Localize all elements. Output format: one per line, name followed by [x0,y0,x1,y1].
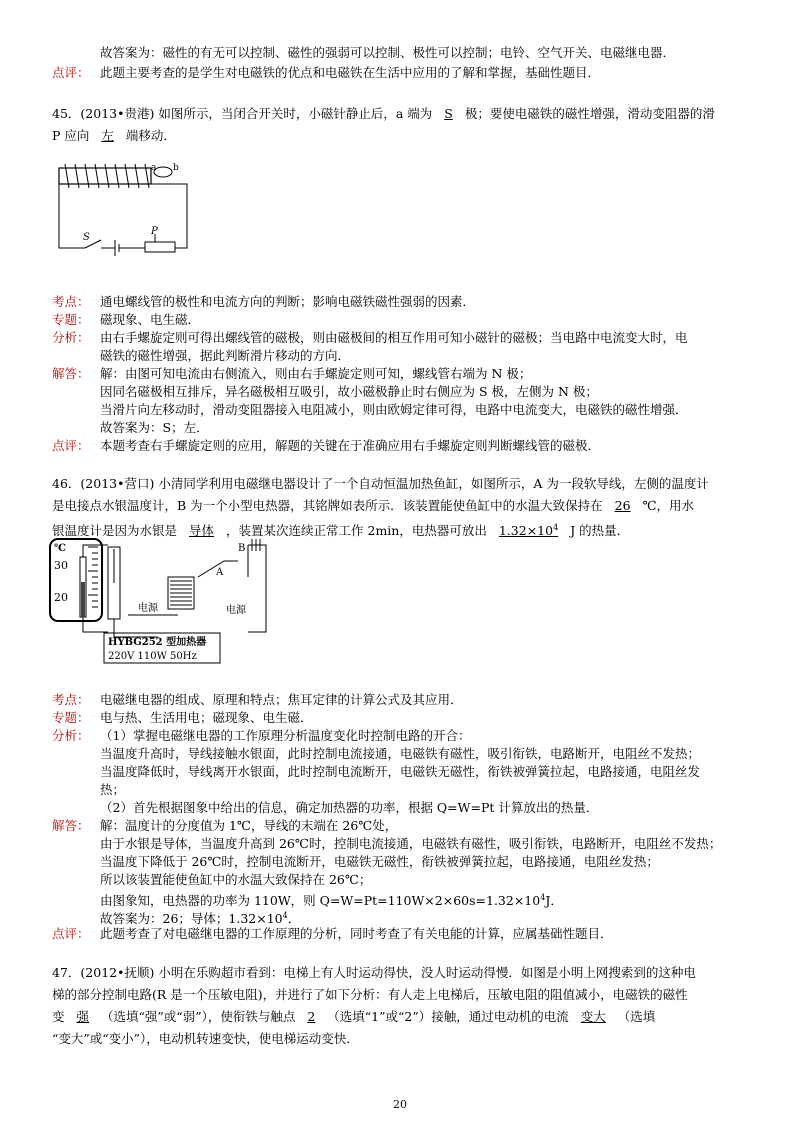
svg-text:P: P [151,226,158,237]
q45-zhuanti: 专题： 磁现象、电生磁． [52,312,201,327]
q46-jieda-4: 所以该装置能使鱼缸中的水温大致保持在 26℃； [100,872,372,887]
q45-jieda-3: 当滑片向左移动时，滑动变阻器接入电阻减小，则由欧姆定律可得，电路中电流变大，电磁铁的磁性增强． [100,402,688,417]
q46-jieda-3: 当温度下降低于 26℃时，控制电流断开，电磁铁无磁性，衔铁被弹簧拉起，电路接通，电阻丝发热； [100,854,659,869]
q47-line3: 变 强 （选填“强”或“弱”），使衔铁与触点 2 （选填“1”或“2”）接触，通过电动机的电流 变大 （选填 [52,1009,656,1024]
q46-fenxi-1: 分析： （1）掌握电磁继电器的工作原理分析温度变化时控制电路的开合： [52,728,471,743]
q46-jieda-1: 解答： 解：温度计的分度值为 1℃，导线的末端在 26℃处， [52,818,398,833]
q45-fenxi-1: 分析： 由右手螺旋定则可得出螺线管的磁极，则由磁极间的相互作用可知小磁针的磁极；当电路中电流变大时，电 [52,330,688,345]
q47-line1: 47．(2012•抚顺) 小明在乐购超市看到：电梯上有人时运动得快，没人时运动得慢．如图是小明上网搜索到的这种电 [52,965,696,980]
svg-text:A: A [216,567,224,578]
q45-jieda-4: 故答案为：S；左． [100,420,209,435]
svg-text:电源: 电源 [138,603,158,614]
q45-kaodian: 考点： 通电螺线管的极性和电流方向的判断；影响电磁铁磁性强弱的因素． [52,294,476,309]
q46-jieda-6: 故答案为：26；导体；$1.32\times 10^4$． [100,911,301,927]
svg-text:HYBG252 型加热器: HYBG252 型加热器 [108,637,207,648]
svg-text:B: B [238,543,246,554]
q45-circuit-figure [55,152,195,262]
q45-jieda-2: 因同名磁极相互排斥，异名磁极相互吸引，故小磁极静止时右侧应为 S 极，左侧为 N 极； [100,384,598,399]
q46-fenxi-2: 当温度升高时，导线接触水银面，此时控制电流接通，电磁铁有磁性，吸引衔铁，电路断开，电阻丝不发热； [100,746,701,761]
q47-line4: “变大”或“变小”），电动机转速变快，使电梯运动变快． [52,1031,359,1046]
page-number: 20 [393,1098,407,1111]
svg-text:℃: ℃ [54,543,66,554]
q45-line1: 45．(2013•贵港) 如图所示，当闭合开关时，小磁针静止后，a 端为 S 极；要使电磁铁的磁性增强，滑动变阻器的滑 [52,106,715,121]
svg-text:电源: 电源 [226,605,246,616]
answer-line: 故答案为：磁性的有无可以控制、磁性的强弱可以控制、极性可以控制；电铃、空气开关、电磁继电器． [100,45,676,60]
q46-dianping: 点评： 此题考查了对电磁继电器的工作原理的分析，同时考查了有关电能的计算，应属基础性题目． [52,926,613,941]
q46-fenxi-5: （2）首先根据图象中给出的信息，确定加热器的功率，根据 Q=W=Pt 计算放出的热量． [100,800,599,815]
q46-fenxi-4: 热； [100,782,126,797]
svg-text:b: b [173,163,179,173]
q46-zhuanti: 专题： 电与热、生活用电；磁现象、电生磁． [52,710,313,725]
svg-text:S: S [83,232,90,243]
q46-fenxi-3: 当温度降低时，导线离开水银面，此时控制电流断开，电磁铁无磁性，衔铁被弹簧拉起，电路接通，电阻丝发 [100,764,701,779]
q46-line3: 银温度计是因为水银是 导体 ，装置某次连续正常工作 2min，电热器可放出 $1.32\times 10^4$ J 的热量． [52,523,630,539]
q47-line2: 梯的部分控制电路(R 是一个压敏电阻)，并进行了如下分析：有人走上电梯后，压敏电阻的阻值减小，电磁铁的磁性 [52,987,688,1002]
q45-dianping: 点评： 本题考查右手螺旋定则的应用，解题的关键在于准确应用右手螺旋定则判断螺线管的磁极． [52,438,601,453]
comment-line: 点评： 此题主要考查的是学生对电磁铁的优点和电磁铁在生活中应用的了解和掌握，基础性题目． [52,65,601,80]
q45-jieda-1: 解答： 解：由图可知电流由右侧流入，则由右手螺旋定则可知，螺线管右端为 N 极； [52,366,532,381]
q46-line2: 是电接点水银温度计，B 为一个小型电热器，其铭牌如表所示．该装置能使鱼缸中的水温大致保持在 26 ℃，用水 [52,498,695,513]
q45-fenxi-2: 磁铁的磁性增强，据此判断滑片移动的方向． [100,348,351,363]
q45-line2: P 应向 左 端移动． [52,128,176,143]
q46-line1: 46．(2013•营口) 小清同学利用电磁继电器设计了一个自动恒温加热鱼缸，如图所示，A 为一段软导线，左侧的温度计 [52,476,709,491]
svg-text:20: 20 [54,591,68,604]
svg-text:220V 110W 50Hz: 220V 110W 50Hz [108,651,197,662]
q46-jieda-2: 由于水银是导体，当温度升高到 26℃时，控制电流接通，电磁铁有磁性，吸引衔铁，电路断开，电阻丝不发热； [100,836,722,851]
q46-kaodian: 考点： 电磁继电器的组成、原理和特点；焦耳定律的计算公式及其应用． [52,692,463,707]
q46-circuit-figure [48,537,278,667]
svg-text:30: 30 [54,559,68,572]
q46-jieda-5: 由图象知，电热器的功率为 110W，则 $Q=W=Pt=110W\times 2\times 60s=1.32\times 10^4J$． [100,893,563,909]
svg-text:a: a [151,163,157,173]
